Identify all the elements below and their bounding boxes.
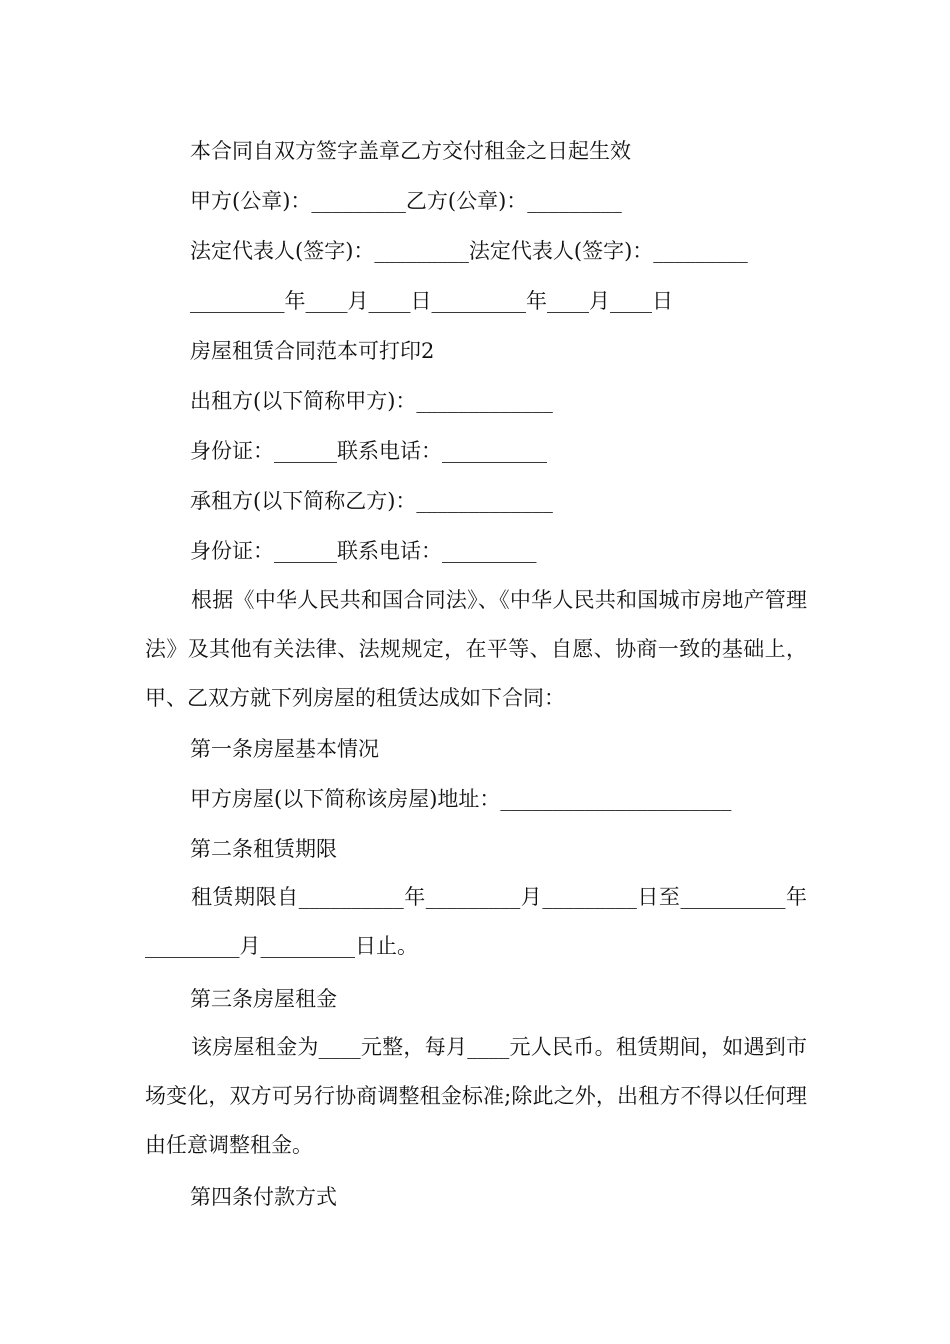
intro-paragraph: 根据《中华人民共和国合同法》、《中华人民共和国城市房地产管理法》及其他有关法律、法规规定，在平等、自愿、协商一致的基础上，甲、乙双方就下列房屋的租赁达成如下合同： xyxy=(145,588,807,710)
article-1-title: 第一条房屋基本情况 xyxy=(190,737,379,761)
lessor-line: 出租方(以下简称甲方)：_____________ xyxy=(190,389,553,413)
property-address-line: 甲方房屋(以下简称该房屋)地址：______________________ xyxy=(190,787,732,811)
effective-clause: 本合同自双方签字盖章乙方交付租金之日起生效 xyxy=(190,139,631,163)
lease-term-paragraph: 租赁期限自__________年_________月_________日至__________年_________月_________日止。 xyxy=(145,885,807,958)
article-3-title: 第三条房屋租金 xyxy=(190,987,337,1011)
lessee-id-phone-line: 身份证：______联系电话：_________ xyxy=(190,539,537,563)
legal-representative-line: 法定代表人(签字)：_________法定代表人(签字)：_________ xyxy=(190,239,748,263)
rent-paragraph: 该房屋租金为____元整，每月____元人民币。租赁期间，如遇到市场变化，双方可另行协商调整租金标准;除此之外，出租方不得以任何理由任意调整租金。 xyxy=(145,1035,807,1157)
lessor-id-phone-line: 身份证：______联系电话：__________ xyxy=(190,439,547,463)
document-title: 房屋租赁合同范本可打印2 xyxy=(190,339,435,363)
article-4-title: 第四条付款方式 xyxy=(190,1185,337,1209)
article-2-title: 第二条租赁期限 xyxy=(190,837,337,861)
party-seal-line: 甲方(公章)：_________乙方(公章)：_________ xyxy=(190,189,622,213)
date-line: _________年____月____日_________年____月____日 xyxy=(190,289,673,313)
lessee-line: 承租方(以下简称乙方)：_____________ xyxy=(190,489,553,513)
